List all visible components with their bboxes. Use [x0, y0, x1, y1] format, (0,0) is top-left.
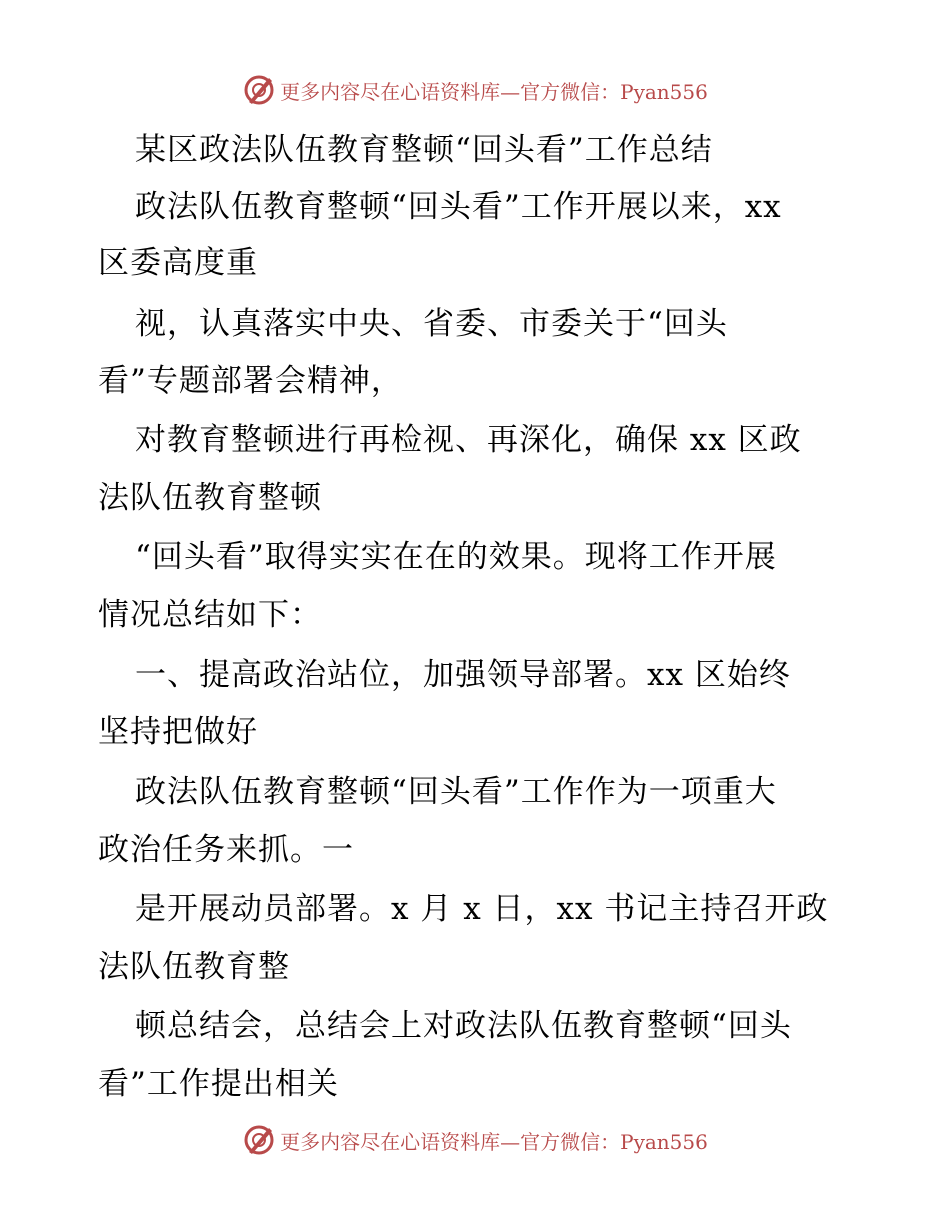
paragraph-line: 区委高度重	[98, 245, 258, 281]
pen-logo-icon	[242, 73, 276, 107]
paragraph-line: 法队伍教育整顿	[98, 480, 322, 516]
paragraph-line: 顿总结会，总结会上对政法队伍教育整顿“回头	[135, 1008, 792, 1044]
paragraph-line: “回头看”取得实实在在的效果。现将工作开展	[135, 539, 777, 575]
paragraph-line: 坚持把做好	[98, 714, 258, 750]
footer-watermark	[0, 1120, 950, 1160]
pen-logo-icon	[242, 1123, 276, 1157]
watermark-text: 更多内容尽在心语资料库—官方微信：Pyan556	[280, 1129, 708, 1154]
section-heading-line: 一、提高政治站位，加强领导部署。xx 区始终	[135, 657, 791, 693]
paragraph-line: 政治任务来抓。一	[98, 832, 354, 868]
paragraph-line: 是开展动员部署。x 月 x 日，xx 书记主持召开政	[135, 891, 829, 927]
paragraph-line: 看”工作提出相关	[98, 1066, 339, 1102]
paragraph-line: 对教育整顿进行再检视、再深化，确保 xx 区政	[135, 422, 802, 458]
paragraph-line: 政法队伍教育整顿“回头看”工作开展以来，xx	[135, 189, 782, 225]
paragraph-line: 情况总结如下：	[98, 597, 322, 633]
document-title: 某区政法队伍教育整顿“回头看”工作总结	[135, 132, 713, 168]
paragraph-line: 看”专题部署会精神，	[98, 363, 403, 399]
watermark-text: 更多内容尽在心语资料库—官方微信：Pyan556	[280, 79, 708, 104]
paragraph-line: 视，认真落实中央、省委、市委关于“回头	[135, 306, 728, 342]
paragraph-line: 政法队伍教育整顿“回头看”工作作为一项重大	[135, 774, 777, 810]
header-watermark	[0, 70, 950, 110]
paragraph-line: 法队伍教育整	[98, 949, 290, 985]
